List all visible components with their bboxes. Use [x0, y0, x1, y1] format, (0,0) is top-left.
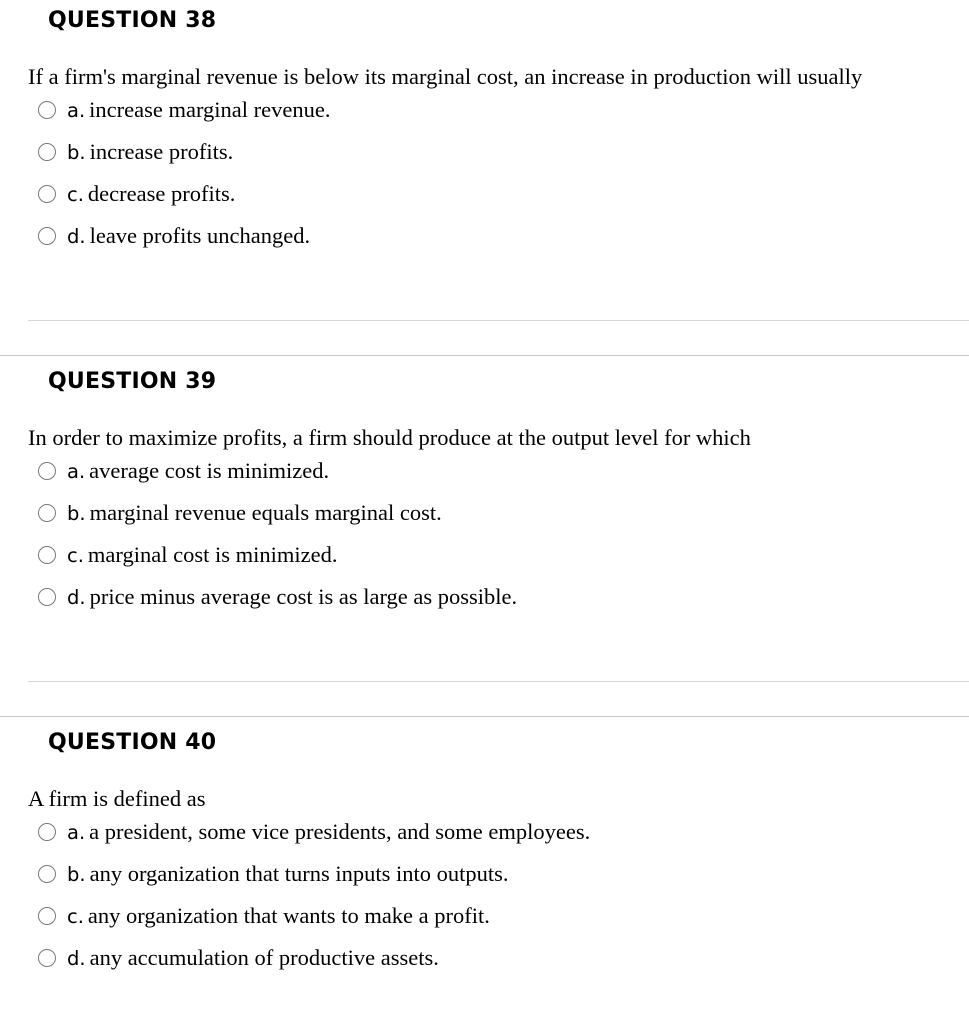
option-text: increase marginal revenue.: [89, 97, 331, 122]
option-letter: c.: [67, 543, 84, 567]
question-title: QUESTION 38: [48, 8, 217, 33]
question-divider: [28, 681, 969, 682]
option-text: increase profits.: [89, 139, 234, 164]
option-a[interactable]: [38, 818, 590, 846]
option-text: decrease profits.: [87, 181, 236, 206]
radio-button[interactable]: [38, 546, 56, 564]
question-prompt: If a firm's marginal revenue is below its marginal cost, an increase in production will usually: [28, 64, 863, 89]
option-text: any accumulation of productive assets.: [89, 945, 439, 970]
option-a[interactable]: [38, 96, 331, 124]
question-title: QUESTION 40: [48, 730, 217, 755]
question-prompt: A firm is defined as: [28, 786, 206, 811]
option-c[interactable]: [38, 902, 490, 930]
radio-button[interactable]: [38, 949, 56, 967]
option-letter: b.: [67, 862, 86, 886]
question-divider: [28, 320, 969, 321]
option-letter: b.: [67, 501, 86, 525]
option-letter: c.: [67, 182, 84, 206]
section-divider: [0, 716, 969, 717]
option-letter: a.: [67, 98, 86, 122]
option-c[interactable]: [38, 541, 337, 569]
radio-button[interactable]: [38, 185, 56, 203]
radio-button[interactable]: [38, 143, 56, 161]
option-a[interactable]: [38, 457, 329, 485]
radio-button[interactable]: [38, 865, 56, 883]
option-text: average cost is minimized.: [89, 458, 330, 483]
option-letter: d.: [67, 224, 86, 248]
question-title: QUESTION 39: [48, 369, 217, 394]
option-text: leave profits unchanged.: [89, 223, 311, 248]
option-text: a president, some vice presidents, and some employees.: [89, 819, 591, 844]
option-letter: a.: [67, 820, 86, 844]
option-b[interactable]: [38, 499, 442, 527]
option-c[interactable]: [38, 180, 235, 208]
option-d[interactable]: [38, 222, 310, 250]
question-prompt: In order to maximize profits, a firm should produce at the output level for which: [28, 425, 751, 450]
radio-button[interactable]: [38, 227, 56, 245]
radio-button[interactable]: [38, 462, 56, 480]
radio-button[interactable]: [38, 907, 56, 925]
radio-button[interactable]: [38, 504, 56, 522]
option-b[interactable]: [38, 138, 233, 166]
option-b[interactable]: [38, 860, 509, 888]
option-text: price minus average cost is as large as possible.: [89, 584, 518, 609]
option-letter: c.: [67, 904, 84, 928]
radio-button[interactable]: [38, 823, 56, 841]
option-text: any organization that turns inputs into outputs.: [89, 861, 509, 886]
option-letter: b.: [67, 140, 86, 164]
option-d[interactable]: [38, 583, 517, 611]
radio-button[interactable]: [38, 101, 56, 119]
option-letter: d.: [67, 946, 86, 970]
option-d[interactable]: [38, 944, 439, 972]
option-letter: d.: [67, 585, 86, 609]
option-text: marginal cost is minimized.: [87, 542, 338, 567]
option-text: any organization that wants to make a profit.: [87, 903, 490, 928]
option-letter: a.: [67, 459, 86, 483]
option-text: marginal revenue equals marginal cost.: [89, 500, 442, 525]
radio-button[interactable]: [38, 588, 56, 606]
section-divider: [0, 355, 969, 356]
